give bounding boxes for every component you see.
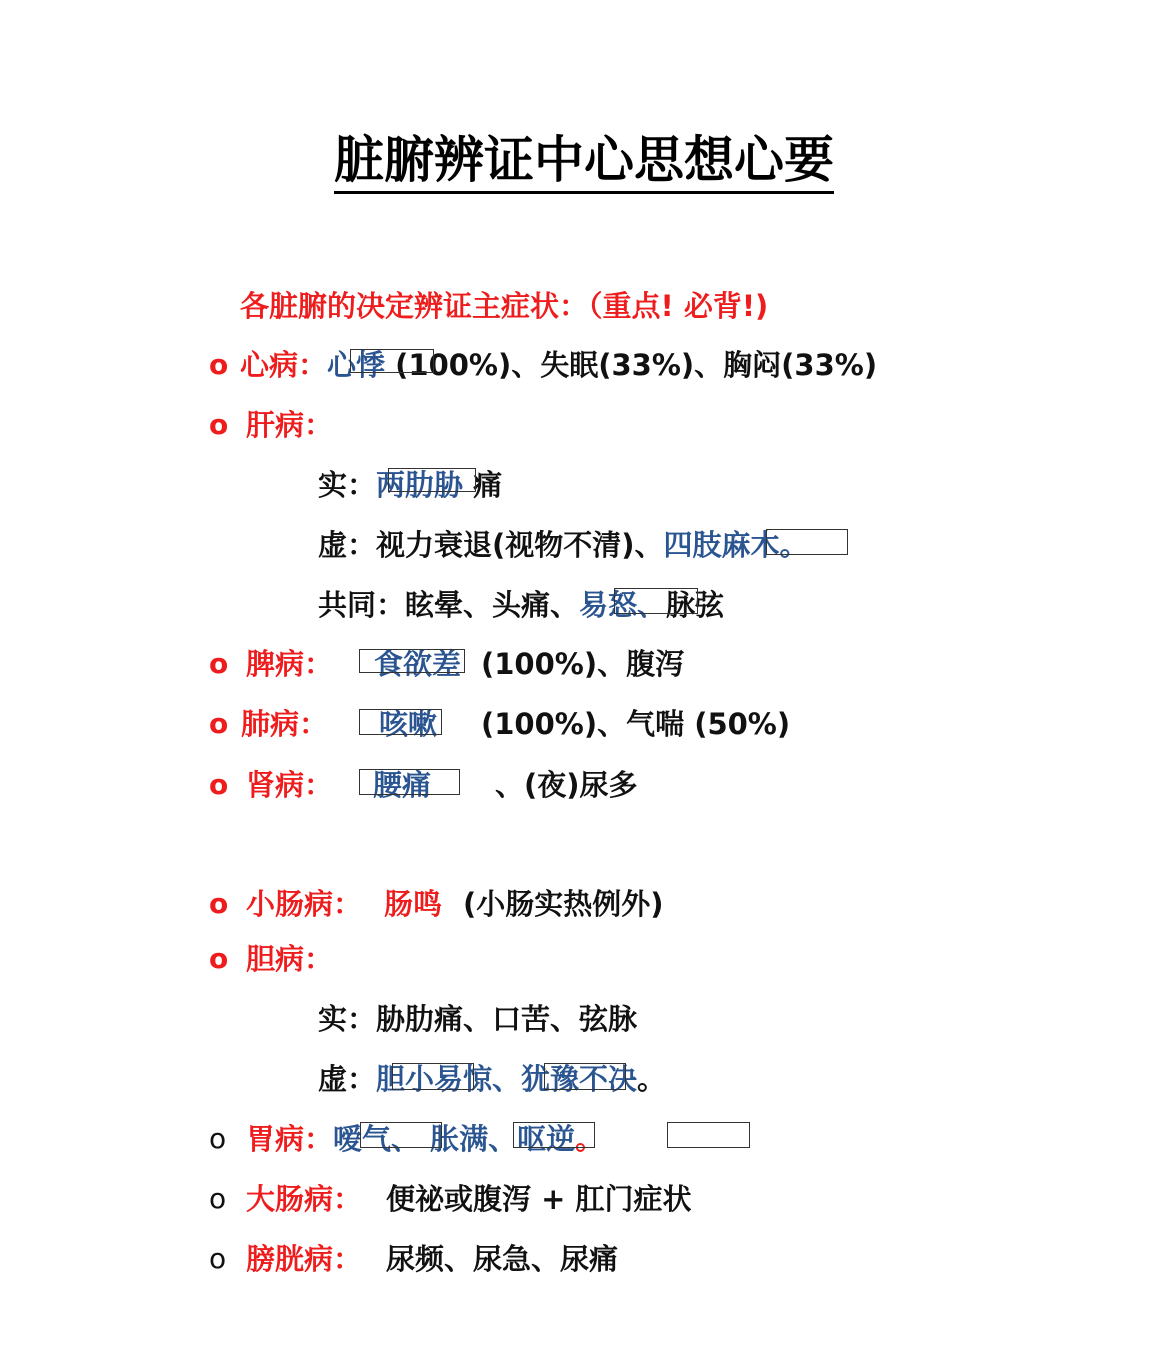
- heart-label: 心病：: [240, 348, 328, 382]
- lung-label: 肺病：: [241, 707, 329, 741]
- small-intestine-key: 肠鸣: [384, 887, 443, 921]
- bullet-marker: o: [209, 1122, 227, 1155]
- spleen-label: 脾病：: [246, 647, 334, 681]
- bullet-marker: o: [209, 408, 229, 441]
- gallbladder-xu-end: 。: [637, 1062, 667, 1096]
- liver-shi-rest: 痛: [473, 468, 503, 502]
- liver-common-key: 易怒、: [579, 588, 667, 622]
- bullet-marker: o: [209, 348, 229, 381]
- small-intestine-row: [246, 885, 362, 923]
- answer-box: [667, 1122, 750, 1148]
- answer-box: [513, 1122, 595, 1148]
- liver-common-a: 眩晕、头痛、: [405, 588, 580, 622]
- stomach-label: 胃病：: [246, 1122, 334, 1156]
- page-title: 脏腑辨证中心思想心要: [0, 128, 1168, 192]
- kidney-key-symptom: 腰痛: [373, 768, 432, 802]
- liver-xu-row: [318, 526, 809, 564]
- heart-rest: (100%)、失眠(33%)、胸闷(33%): [395, 348, 878, 382]
- stomach-key-symptom: 嗳气、 胀满、呕逆: [333, 1122, 576, 1156]
- heart-row: [240, 346, 877, 384]
- spleen-row: [246, 645, 333, 683]
- heart-key-symptom: 心悸: [327, 348, 386, 382]
- bullet-marker: o: [209, 647, 229, 680]
- bullet-marker: o: [209, 707, 229, 740]
- answer-box: [614, 588, 698, 614]
- small-intestine-rest: (小肠实热例外): [463, 887, 664, 921]
- bladder-rest: 尿频、尿急、尿痛: [386, 1242, 619, 1276]
- bullet-marker: o: [209, 887, 229, 920]
- liver-label: 肝病：: [246, 408, 334, 442]
- answer-box: [766, 529, 848, 555]
- bladder-label: 膀胱病：: [246, 1242, 363, 1276]
- answer-box: [388, 468, 476, 492]
- large-intestine-rest: 便祕或腹泻 + 肛门症状: [386, 1182, 692, 1216]
- stomach-end: 。: [575, 1122, 605, 1156]
- gallbladder-label: 胆病：: [246, 942, 334, 976]
- kidney-label: 肾病：: [246, 768, 334, 802]
- liver-xu-rest: 视力衰退(视物不清)、: [376, 528, 664, 562]
- kidney-rest: 、(夜)尿多: [495, 768, 638, 802]
- intro-heading: 各脏腑的决定辨证主症状：（重点! 必背!): [240, 289, 769, 323]
- gallbladder-xu-key: 胆小易惊、犹豫不决: [376, 1062, 638, 1096]
- spleen-key-symptom: 食欲差: [374, 647, 462, 681]
- bullet-marker: o: [209, 768, 229, 801]
- liver-xu-label: 虚：: [318, 528, 377, 562]
- liver-shi-label: 实：: [318, 468, 377, 502]
- lung-rest: (100%)、气喘 (50%): [481, 707, 791, 741]
- liver-common-label: 共同：: [318, 588, 406, 622]
- answer-box: [392, 1063, 474, 1090]
- answer-box: [350, 349, 434, 373]
- gallbladder-shi-row: [318, 1000, 637, 1038]
- answer-box: [544, 1063, 626, 1090]
- gallbladder-shi-label: 实：: [318, 1002, 377, 1036]
- liver-xu-key: 四肢麻木。: [663, 528, 809, 562]
- lung-key-symptom: 咳嗽: [379, 707, 438, 741]
- large-intestine-label: 大肠病：: [246, 1182, 363, 1216]
- liver-shi-key: 两肋胁: [376, 468, 464, 502]
- liver-common-b: 脉弦: [666, 588, 725, 622]
- bullet-marker: o: [209, 1182, 227, 1215]
- gallbladder-shi-rest: 胁肋痛、口苦、弦脉: [376, 1002, 638, 1036]
- small-intestine-label: 小肠病：: [246, 887, 363, 921]
- spleen-rest: (100%)、腹泻: [481, 647, 685, 681]
- answer-box: [359, 769, 460, 795]
- answer-box: [359, 709, 442, 735]
- answer-box: [359, 649, 465, 673]
- bullet-marker: o: [209, 1242, 227, 1275]
- gallbladder-xu-label: 虚：: [318, 1062, 377, 1096]
- bullet-marker: o: [209, 942, 229, 975]
- answer-box: [360, 1122, 442, 1148]
